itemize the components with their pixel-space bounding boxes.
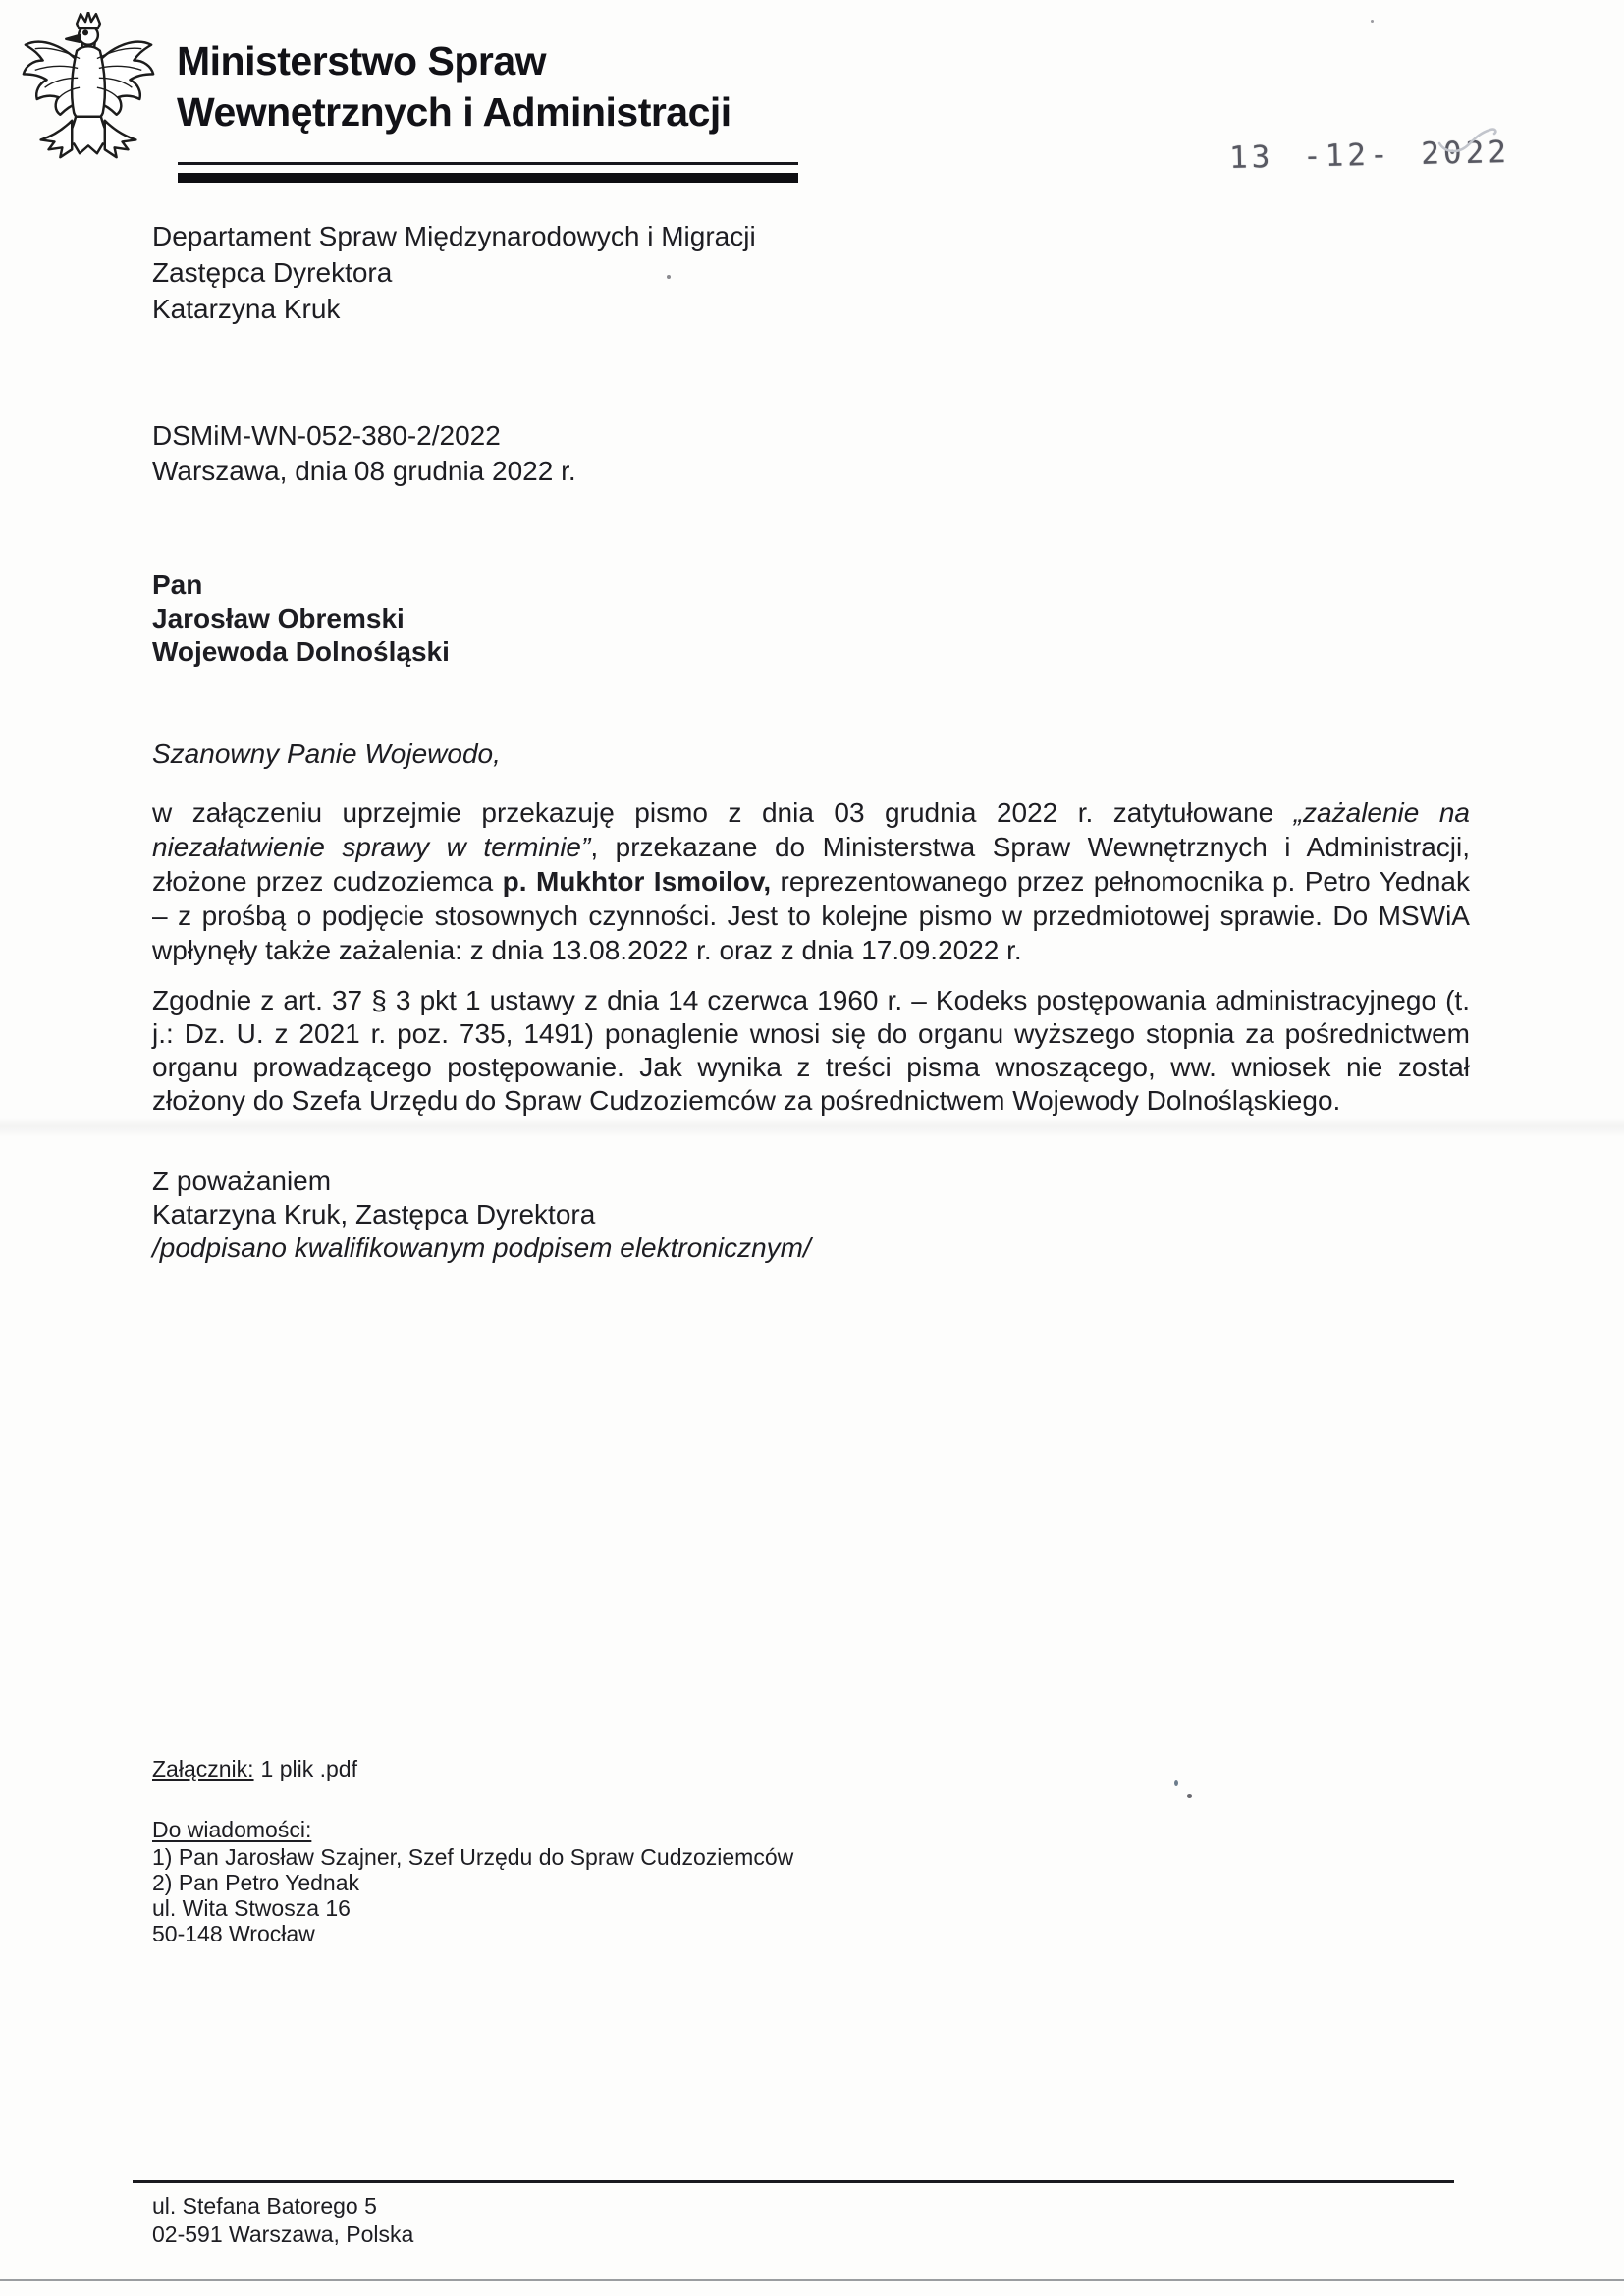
cc-label: Do wiadomości: [152, 1817, 312, 1842]
p1-text: reprezentowanego przez pełnomocnika p. Petro Yednak – z prośbą o podjęcie stosownych czynności. Jest to kolejne pismo w przedmiotowej sprawie. Do MSWiA wpłynęły także zażalenia: z dnia 13.08.2022 r. oraz z dnia 17.09.2022 r. [152, 866, 1470, 965]
body-paragraph-1 [152, 795, 1470, 967]
attachment-line [152, 1756, 1470, 1781]
closing-signatory: Katarzyna Kruk, Zastępca Dyrektora [152, 1199, 596, 1230]
sender-role: Zastępca Dyrektora [152, 257, 393, 288]
cc-block [152, 1817, 1470, 1946]
scan-edge-line [0, 2279, 1624, 2281]
scan-speck [1371, 20, 1374, 23]
scan-speck [667, 275, 671, 279]
footer-address-line1: ul. Stefana Batorego 5 [152, 2193, 377, 2218]
cc-line: 1) Pan Jarosław Szajner, Szef Urzędu do Spraw Cudzoziemców [152, 1844, 794, 1870]
closing-regards: Z poważaniem [152, 1166, 332, 1196]
pen-checkmark-icon [1435, 124, 1504, 163]
scan-speck [1187, 1794, 1192, 1798]
recipient-block [152, 569, 1470, 669]
footer-address [152, 2192, 413, 2249]
paper-fold-crease [0, 1118, 1624, 1137]
polish-eagle-emblem-icon [16, 12, 161, 187]
greeting-line: Szanowny Panie Wojewodo, [152, 738, 501, 769]
letterhead-title-line2: Wewnętrznych i Administracji [177, 89, 731, 135]
place-and-date: Warszawa, dnia 08 grudnia 2022 r. [152, 456, 576, 486]
recipient-honorific: Pan [152, 570, 203, 600]
electronic-signature-note: /podpisano kwalifikowanym podpisem elektronicznym/ [152, 1232, 811, 1263]
p1-text: w załączeniu uprzejmie przekazuję pismo z dnia 03 grudnia 2022 r. zatytułowane [152, 797, 1294, 828]
cc-line: ul. Wita Stwosza 16 [152, 1895, 351, 1921]
attachment-value: 1 plik .pdf [260, 1756, 357, 1781]
cc-line: 50-148 Wrocław [152, 1921, 315, 1946]
case-number: DSMiM-WN-052-380-2/2022 [152, 420, 501, 451]
sender-department: Departament Spraw Międzynarodowych i Migracji [152, 221, 756, 251]
received-date-stamp: 13 -12- 2022 [1228, 135, 1511, 176]
body-paragraph-2: Zgodnie z art. 37 § 3 pkt 1 ustawy z dnia 14 czerwca 1960 r. – Kodeks postępowania administracyjnego (t. j.: Dz. U. z 2021 r. poz. 735, 1491) ponaglenie wnosi się do organu wyższego stopnia za pośrednictwem organu prowadzącego postępowanie. Jak wynika z treści pisma wnoszącego, ww. wniosek nie został złożony do Szefa Urzędu do Spraw Cudzoziemców za pośrednictwem Wojewody Dolnośląskiego. [152, 985, 1470, 1116]
sender-name: Katarzyna Kruk [152, 294, 341, 324]
letterhead-title-line1: Ministerstwo Spraw [177, 38, 547, 83]
footer-rule [133, 2180, 1454, 2183]
letterhead-rule-thin [178, 162, 798, 165]
reference-block [152, 418, 1470, 489]
recipient-title: Wojewoda Dolnośląski [152, 636, 450, 667]
p1-quote: „zażalenie na niezałatwienie sprawy w terminie” [152, 797, 1470, 862]
sender-block [152, 218, 1470, 327]
attachment-label: Załącznik: [152, 1756, 254, 1781]
cc-line: 2) Pan Petro Yednak [152, 1870, 359, 1895]
scan-speck [1174, 1780, 1178, 1786]
closing-block [152, 1165, 1470, 1265]
recipient-name: Jarosław Obremski [152, 603, 405, 633]
p1-foreigner-name: p. Mukhtor Ismoilov, [502, 866, 772, 897]
letterhead-title [177, 35, 731, 137]
p1-text: , przekazane do Ministerstwa Spraw Wewnętrznych i Administracji, złożone przez cudzoziemca [152, 832, 1470, 897]
letterhead-rule-thick [178, 173, 798, 183]
footer-address-line2: 02-591 Warszawa, Polska [152, 2221, 414, 2247]
